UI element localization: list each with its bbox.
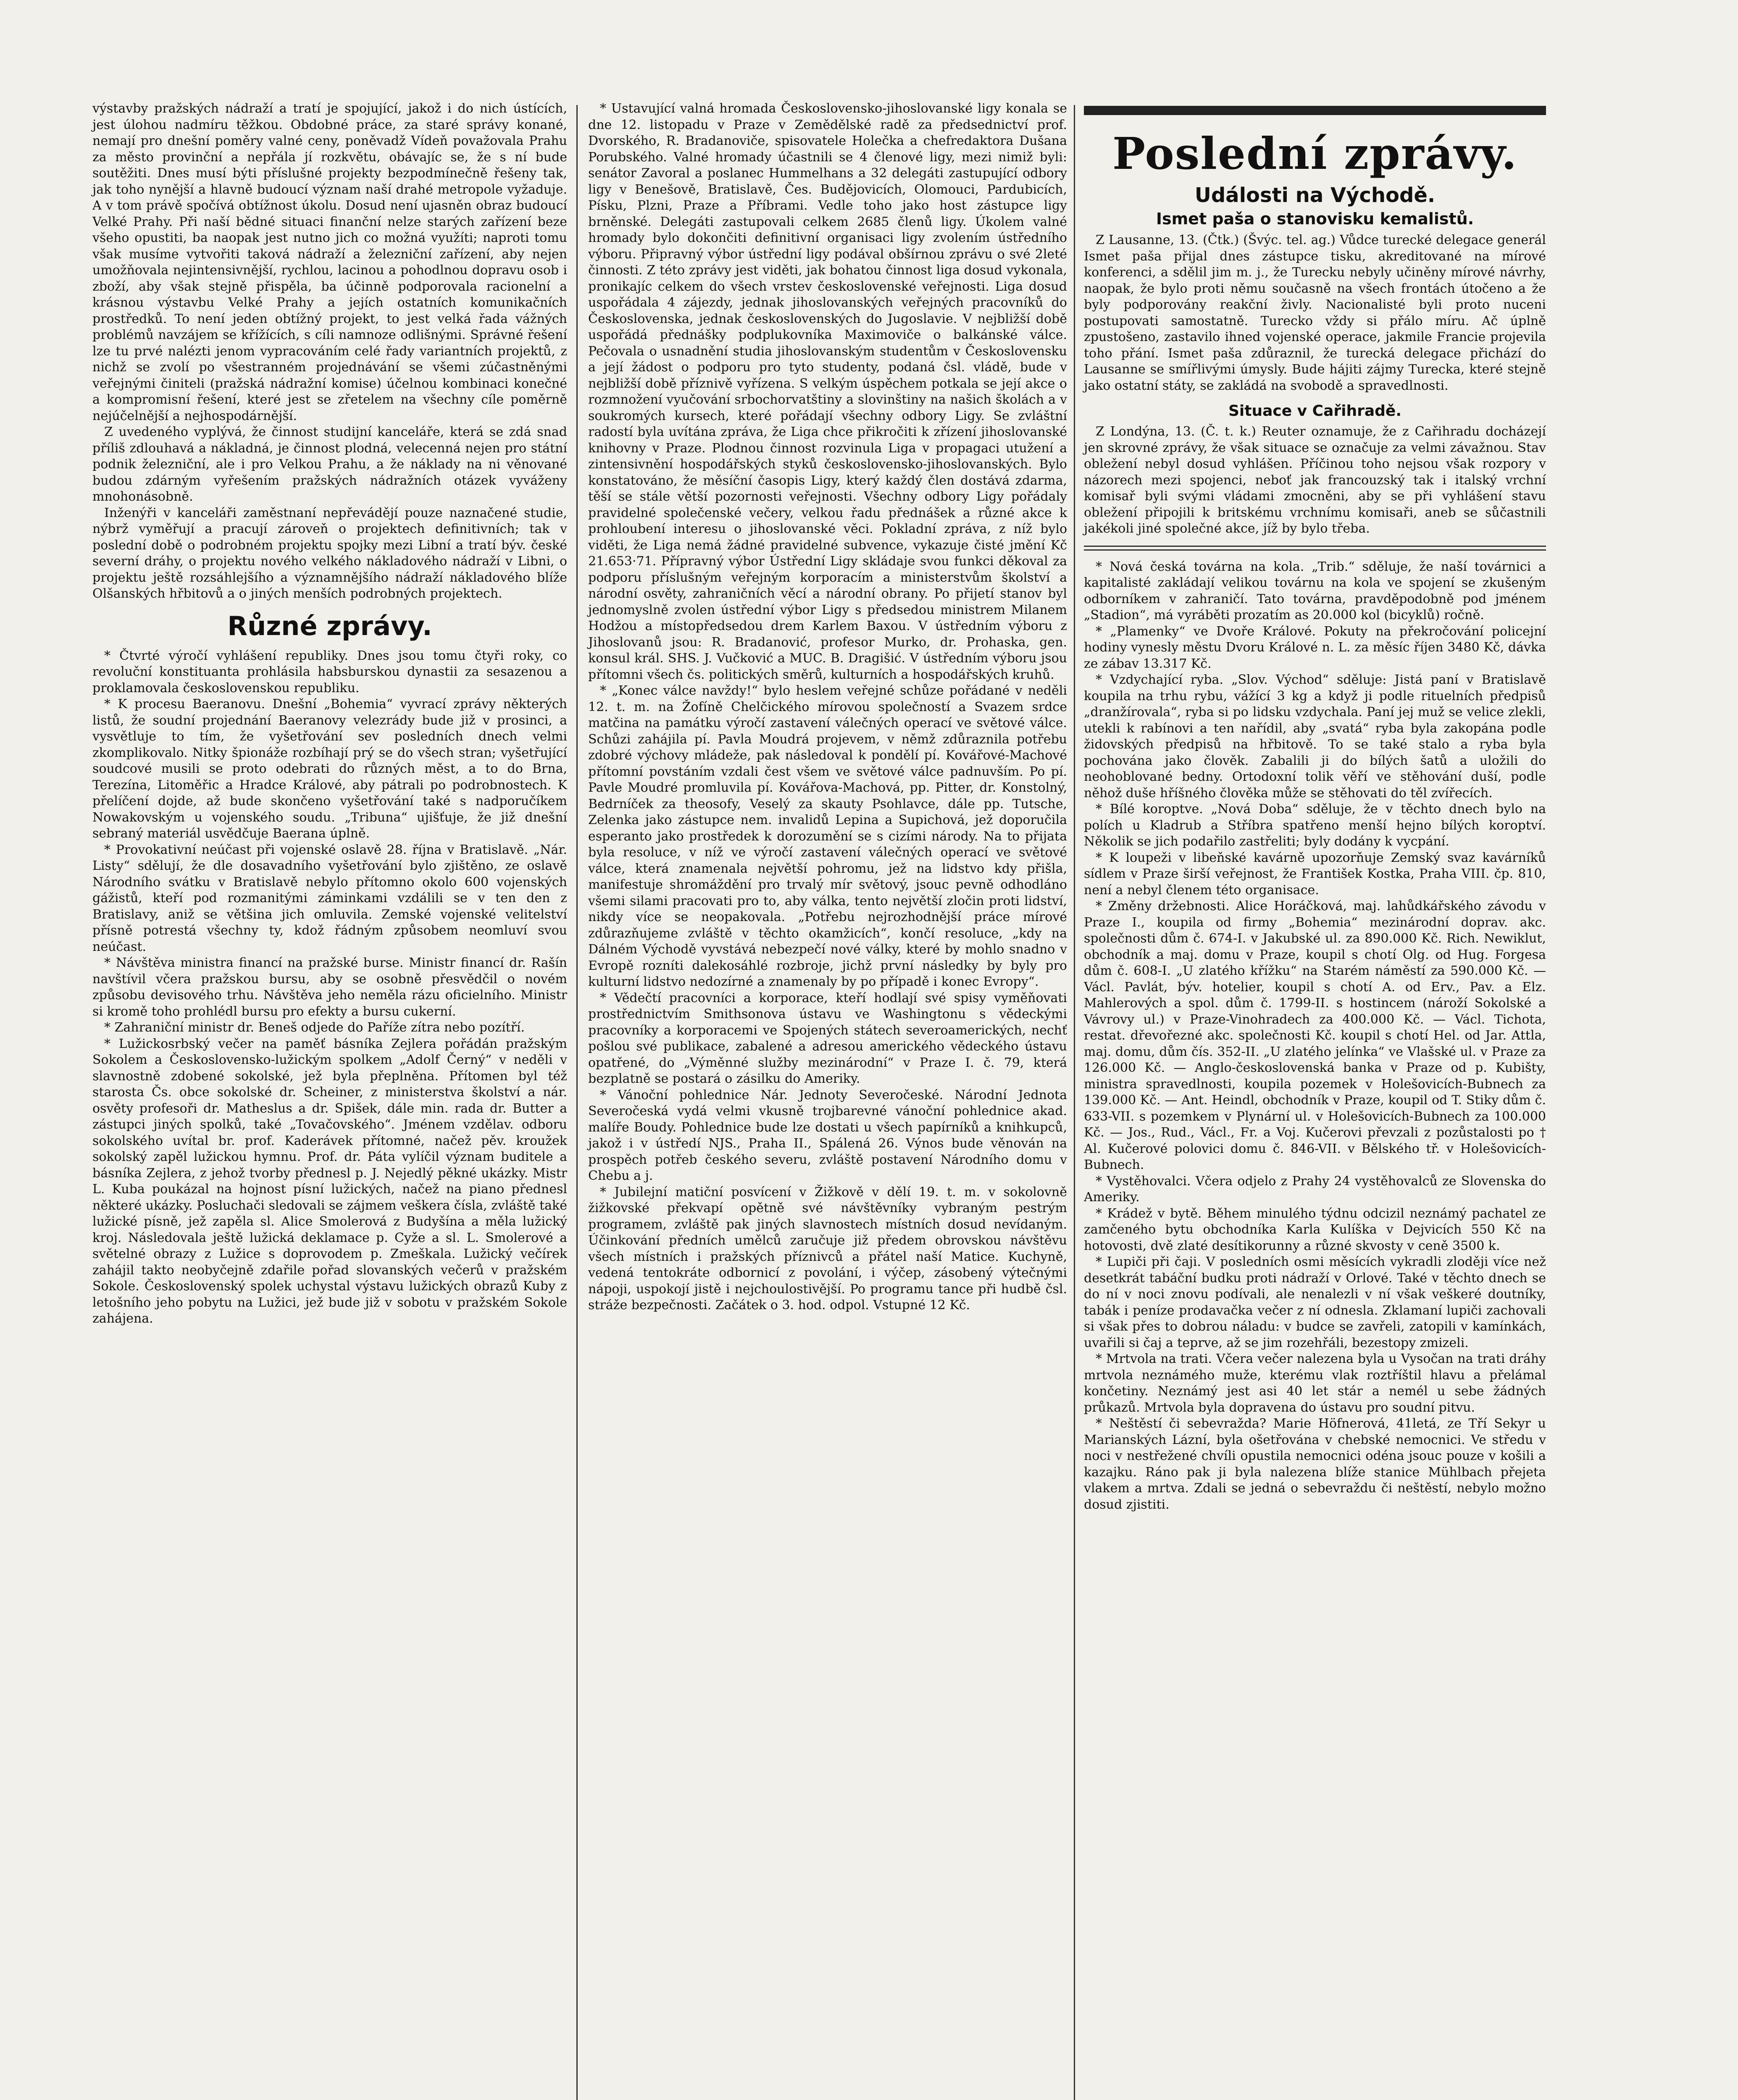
news-item: * Lužickosrbský večer na paměť básníka Zejlera pořádán pražským Sokolem a Československo-lužickým spolkem „Adolf Černý“ v neděli v slavnostně zdobené sokolské, jež byla přeplněna. Přítomen byl též starosta Čs. obce sokolské dr. Scheiner, z ministerstva školství a nár. osvěty profesoři dr. Matheslus a dr. Spišek, dále min. rada dr. Butter a zástupci jiných spolků, také „Tovačovského“. Jménem vzdělav. odboru sokolského uvítal br. prof. Kaderávek přítomné, načež pěv. kroužek sokolský zapěl lužickou hymnu. Prof. dr. Páta vylíčil význam buditele a básníka Zejlera, z jehož tvorby přednesl p. J. Nejedlý pěkné ukázky. Mistr L. Kuba poukázal na hojnost písní lužických, načež na piano přednesl některé ukázky. Posluchači sledovali se zájmem veškera čísla, zvláště také lužické písně, jež zapěla sl. Alice Smolerová z Budyšína a měla lužický kroj. Následovala ještě lužická deklamace p. Cyže a sl. L. Smolerové a světelné obrazy z Lužice s doprovodem p. Zmeškala. Lužický večírek zahájil takto neobyčejně zdařile pořad slovanských večerů v pražském Sokole. Československý spolek uchystal výstavu lužických obrazů Kuby z letošního jeho pobytu na Lužici, jež bude již v sobotu v pražském Sokole zahájena. [92, 1036, 567, 1326]
headline: Události na Východě. [1194, 184, 1436, 207]
news-item: * Bílé koroptve. „Nová Doba“ sděluje, že v těchto dnech bylo na polích u Kladrub a Stříbra spatřeno menší hejno bílých koroptví. Několik se jich podařilo zastřeliti; byly dodány k vycpání. [1084, 802, 1546, 849]
news-item: * Nová česká továrna na kola. „Trib.“ sděluje, že naší továrnici a kapitalisté zakládají velikou továrnu na kola ve spojení se zkušeným odborníkem v zahraničí. Tato továrna, pravděpodobně pod jménem „Stadion“, má vyráběti prozatím as 20.000 kol (bicyklů) ročně. [1084, 559, 1546, 622]
news-item: * Návštěva ministra financí na pražské burse. Ministr financí dr. Rašín navštívil včera pražskou bursu, aby se osobně přesvědčil o novém způsobu devisového trhu. Návštěva jeho neměla rázu oficielního. Ministr si kromě toho prohlédl bursu pro efekty a bursu cukerní. [92, 956, 567, 1019]
news-item: * Provokativní neúčast při vojenské oslavě 28. října v Bratislavě. „Nár. Listy“ sdělují, že dle dosavadního vyšetřování bylo zjištěno, ze oslavě Národního svátku v Bratislavě nebylo přítomno okolo 600 vojenských gážistů, kteří pod rozmanitými záminkami vzdálili se v ten den z Bratislavy, aniž se většina jich omluvila. Zemské vojenské velitelství přísně potrestá všechny ty, kdož řádným způsobem neomluví svou neúčast. [92, 842, 567, 954]
column-left [92, 101, 567, 1327]
news-item: * Jubilejní matiční posvícení v Žižkově v dělí 19. t. m. v sokolovně žižkovské překvapí opětně své návštěvníky vybraným pestrým programem, zvláště pak jiných slavnostech místních dosud nevídaným. Účinkování předních umělců zaručuje již předem obrovskou návštěvu všech místních i pražských příznivců a přátel naší Matice. Kuchyně, vedená tentokráte odbornicí z povolání, i výčep, zásobený výtečnými nápoji, uspokojí jistě i nejchoulostivější. Po programu tance při hudbě čsl. stráže bezpečnosti. Začátek o 3. hod. odpol. Vstupné 12 Kč. [588, 1184, 1067, 1312]
news-item: * K procesu Baeranovu. Dnešní „Bohemia“ vyvrací zprávy některých listů, že soudní projednání Baeranovy velezrády bude již v prosinci, a vysvětluje to tím, že vyšetřování sev posledních dnech velmi zkomplikovalo. Nitky špionáže rozbíhají prý se do všech stran; vyšetřující soudcové musili se proto odebrati do různých měst, a to do Brna, Terezína, Litoměřic a Hradce Králové, aby pátrali po podrobnostech. K přelíčení dojde, až bude skončeno vyšetřování také s nadporučíkem Nowakovským u vojenského soudu. „Tribuna“ ujišťuje, že již dnešní sebraný materiál usvědčuje Baerana úplně. [92, 697, 567, 841]
news-item: * Lupiči při čaji. V posledních osmi měsících vykradli zloději více než desetkrát tabáční budku proti nádraží v Orlové. Také v těchto dnech se do ní v noci znovu podívali, ale nenalezli v ní však veškeré doutníky, tabák i peníze prodavačka večer z ní odnesla. Zklamaní lupiči zachovali si však přes to dobrou náladu: v budce se zavřeli, zatopili v kamínkách, uvařili si čaj a teprve, až se jim rozehřáli, bezestopy zmizeli. [1084, 1255, 1546, 1350]
article-text: Inženýři v kanceláři zaměstnaní nepřevádějí pouze naznačené studie, nýbrž vyměřují a pracují zároveň o projektech definitivních; tak v poslední době o podrobném projektu spojky mezi Libní a tratí býv. české severní dráhy, o projektu nového velkého nákladového nádraží v Libni, o projektu ještě rozsáhlejšího a významnějšího nádraží nákladového blíže Olšanských hřbitovů a o jiných menších podrobných projektech. [92, 505, 567, 601]
news-item: * Krádež v bytě. Během minulého týdnu odcizil neznámý pachatel ze zamčeného bytu obchodníka Karla Kulíška v Dejvicích 550 Kč na hotovosti, dvě zlaté desítikorunny a různé skvosty v ceně 3500 k. [1084, 1206, 1546, 1253]
news-item: * K loupeži v libeňské kavárně upozorňuje Zemský svaz kavárníků sídlem v Praze širší veřejnost, že František Kostka, Praha VIII. čp. 810, není a nebyl členem této organisace. [1084, 850, 1546, 898]
column-right [1084, 101, 1546, 1513]
news-item: * Mrtvola na trati. Včera večer nalezena byla u Vysočan na trati dráhy mrtvola neznámého muže, kterému vlak roztříštil hlavu a přelámal končetiny. Neznámý jest asi 40 let stár a nemél u sebe žádných průkazů. Mrtvola byla dopravena do ústavu pro soudní pitvu. [1084, 1352, 1546, 1415]
news-item: * Změny držebnosti. Alice Horáčková, maj. lahůdkářského závodu v Praze I., koupila od firmy „Bohemia“ mezinárodní doprav. akc. společnosti dům č. 674-I. v Jakubské ul. za 890.000 Kč. Rich. Newiklut, obchodník a maj. domu v Praze, koupil s chotí Olg. od Hug. Forgesa dům č. 608-I. „U zlatého křížku“ na Starém náměstí za 590.000 Kč. — Václ. Pavlát, býv. hotelier, koupil s chotí A. od Erv., Pav. a Elz. Mahlerových a spol. dům č. 1799-II. s hostincem (nároží Sokolské a Vávrovy ul.) v Praze-Vinohradech za 400.000 Kč. — Václ. Tichota, restat. dřevořezné akc. společnosti Kč. koupil s chotí Hel. od Jar. Attla, maj. domu, dům čís. 352-II. „U zlatého jelínka“ ve Vlašské ul. v Praze za 126.000 Kč. — Anglo-československá banka v Praze od p. Kubišty, ministra spravedlnosti, koupila pozemek v Holešovicích-Bubnech za 139.000 Kč. — Ant. Heindl, obchodník v Praze, koupil od T. Stiky dům č. 633-VII. s pozemkem v Plynární ul. v Holešovicích-Bubnech za 100.000 Kč. — Jos., Rud., Václ., Fr. a Voj. Kučerovi převzali z pozůstalosti po † Al. Kučerové polovici domu č. 846-VII. v Bělského tř. v Holešovicích-Bubnech. [1084, 899, 1546, 1172]
news-item: * „Plamenky“ ve Dvoře Králové. Pokuty na překročování policejní hodiny vynesly městu Dvoru Králové n. L. za měsíc říjen 3480 Kč, dávka ze zábav 13.317 Kč. [1084, 624, 1546, 671]
news-item: * Vědečtí pracovníci a korporace, kteří hodlají své spisy vyměňovati prostřednictvím Smithsonova ústavu ve Washingtonu s vědeckými pracovníky a korporacemi ve Spojených státech severoamerických, nechť pošlou své publikace, zabalené a adresou amerického vědeckého ústavu opatřené, do „Výměnné služby mezinárodní“ v Praze I. č. 79, která bezplatně se postará o zásilku do Ameriky. [588, 990, 1067, 1086]
article-text: Z uvedeného vyplývá, že činnost studijní kanceláře, která se zdá snad příliš zdlouhavá a nákladná, je činnost plodná, velecenná nejen pro státní podnik železniční, ale i pro Velkou Prahu, a že náklady na ni věnované budou zdárným vyřešením pražských nádražních otázek vyváženy mnohonásobně. [92, 425, 567, 504]
subheadline: Situace v Cařihradě. [1228, 402, 1402, 420]
section-bar [1084, 106, 1546, 115]
news-item: * „Konec válce navždy!“ bylo heslem veřejné schůze pořádané v neděli 12. t. m. na Žofíně Chelčického mírovou společností a Svazem srdce matčina na památku výročí zastavení válečných operací ve světové válce. Schůzi zahájila pí. Pavla Moudrá projevem, v němž zdůraznila potřebu zdobré výchovy mládeže, pak následoval k pondělí pí. Kovářové-Machové přítomní povstáním vzdali čest všem ve světové válce padnuvším. Po pí. Pavle Moudré promluvila pí. Kovářova-Machová, pp. Pitter, dr. Konstolný, Bedrníček za theosofy, Veselý za skauty Psohlavce, dále pp. Tutsche, Zelenka jako zástupce nem. invalidů Lepina a Supichová, jež doporučila esperanto jako prostředek k dorozumění se s cizími národy. Na to přijata byla resoluce, v níž ve výročí zastavení válečných operací ve světové válce, která znamenala největší pohromu, jež na lidstvo kdy přišla, manifestuje shromáždění pro trvalý mír světový, jsouc pevně odhodláno všemi silami pracovati pro to, aby válka, tento největší zločin proti lidství, nikdy více se neopakovala. „Potřebu nejrozhodnější práce mírové zdůrazňujeme zvláště v těchto okamžicích“, končí resoluce, „kdy na Dálném Východě vyvstává nebezpečí nové války, které by mohlo snadno v Evropě rozníti dalekosáhlé rozbroje, jichž první následky by byly pro kulturní lidstvo nedozírné a znamenaly by po případě i konec Evropy“. [588, 683, 1067, 989]
news-item: * Neštěstí či sebevražda? Marie Höfnerová, 41letá, ze Tří Sekyr u Marianských Lázní, byla ošetřována v chebské nemocnici. Ve středu v noci v nestřežené chvíli opustila nemocnici odéna jsouc pouze v košili a kazajku. Ráno pak ji byla nalezena blíže stanice Mühlbach přejeta vlakem a mrtva. Zdali se jedná o sebevraždu či neštěstí, nebylo možno dosud zjistiti. [1084, 1416, 1546, 1512]
column-rule [1074, 105, 1075, 2100]
column-middle [588, 101, 1067, 1314]
news-item: * Vánoční pohlednice Nár. Jednoty Severočeské. Národní Jednota Severočeská vydá velmi vkusně trojbarevné vánoční pohlednice akad. malíře Boudy. Pohlednice bude lze dostati u všech papírníků a knihkupců, jakož i v ústředí NJS., Praha II., Spálená 26. Výnos bude věnován na prospěch potřeb českého severu, zvláště postavení Národního domu v Chebu a j. [588, 1087, 1067, 1183]
ornament-divider [1084, 546, 1546, 551]
subheadline: Ismet paša o stanovisku kemalistů. [1156, 210, 1474, 228]
news-item: * Ustavující valná hromada Československo-jihoslovanské ligy konala se dne 12. listopadu v Praze v Zemědělské radě za předsednictví prof. Dvorského, R. Bradanoviče, spisovatele Holečka a chefredaktora Dušana Porubského. Valné hromady účastnili se 4 členové ligy, mezi nimiž byli: senátor Zavoral a poslanec Hummelhans a 32 delegáti zastupující odbory ligy v Benešově, Bratislavě, Čes. Budějovicích, Olomouci, Pardubicích, Písku, Plzni, Praze a Příbrami. Vedle toho jako host zástupce ligy brněnské. Delegáti zastupovali celkem 2685 členů ligy. Úkolem valné hromady bylo dokončiti definitivní organisaci ligy zvolením ústředního výboru. Připravný výbor ústřední ligy podával obšírnou zprávu o své 2leté činnosti. Z této zprávy jest viděti, jak bohatou činnost liga dosud vykonala, pronikajíc celkem do všech vrstev československé veřejnosti. Liga dosud uspořádala 4 zájezdy, jednak jihoslovanských veřejných pracovníků do Československa, jednak československých do Jugoslavie. V nejbližší době uspořádá přednášky podplukovníka Maximoviče o balkánské válce. Pečovala o usnadnění studia jihoslovanským studentům v Československu a její žádost o podporu pro tyto studenty, podaná čsl. vládě, bude v nejbližší době příznivě vyřízena. S velkým úspěchem potkala se její akce o rozmnožení vyučování srbochorvatštiny a slovinštiny na našich školách a v soukromých kursech, které pořádají všechny odbory Ligy. Se zvláštní radostí byla uvítána zpráva, že Liga chce přikročiti k zřízení jihoslovanské knihovny v Praze. Plodnou činnost rozvinula Liga v propagaci utužení a zintensivnění hospodářských styků československo-jihoslovanských. Bylo konstatováno, že měsíční časopis Ligy, který každý člen dostává zdarma, těší se stále větší pozornosti veřejnosti. Všechny odbory Ligy pořádaly pravidelné společenské večery, velkou řadu přednášek a různé akce k prohloubení interesu o jihoslovanské věci. Pokladní zpráva, z níž bylo viděti, že Liga nemá žádné pravidelné subvence, vykazuje čisté jmění Kč 21.653·71. Přípravný výbor Ústřední Ligy skládaje svou funkci děkoval za podporu příslušným veřejným korporacím a ministerstvům školství a národní osvěty, zahraničních věcí a národní obrany. Po přijetí stanov byl jednomyslně zvolen ústřední výbor Ligy s předsedou ministrem Milanem Hodžou a místopředsedou drem Karlem Baxou. V ústředním výboru z Jihoslovanů jsou: R. Bradanović, profesor Murko, dr. Prohaska, gen. konsul král. SHS. J. Vučković a MUC. B. Dragišić. V ústředním výboru jsou přítomni všech čs. politických směrů, kulturních a hospodářských kruhů. [588, 101, 1067, 682]
news-item: * Čtvrté výročí vyhlášení republiky. Dnes jsou tomu čtyři roky, co revoluční konstituanta prohlásila habsburskou dynastii za sesazenou a proklamovala československou republiku. [92, 648, 567, 696]
section-heading: Různé zprávy. [227, 610, 432, 641]
article-text: výstavby pražských nádraží a tratí je spojující, jakož i do nich ústících, jest úlohou nadmíru těžkou. Obdobné práce, za staré správy konané, nemají pro dnešní poměry valné ceny, poněvadž Vídeň považovala Prahu za město provinční a nepřála jí rozkvětu, obávajíc se, že s ní bude soutěžiti. Dnes musí býti příslušné projekty bezpodmínečně řešeny tak, jak toho nynější a hlavně budoucí význam naší drahé metropole vyžaduje. A v tom právě spočívá obtížnost úkolu. Dosud není ujasněn obraz budoucí Velké Prahy. Při naší bědné situaci finanční nelze starých zařízení beze všeho opustiti, ba naopak jest nutno jich co možná využíti; naproti tomu však musíme vytvořiti taková nádraží a železniční zařízení, aby nejen umožňovala nejintensivnější, rychlou, lacinou a pohodlnou dopravu osob i zboží, aby však stejně přispěla, ba účinně podporovala racionelní a krásnou výstavbu Velké Prahy a jejích ostatních komunikačních prostředků. To není jeden obtížný projekt, to jest velká řada vážných problémů navzájem se křížících, s cíli namnoze odlišnými. Správné řešení lze tu prvé nalézti jenom vypracováním celé řady variantních projektů, z nichž se zvolí po všestranném projednávání se všemi zúčastněnými veřejnými činiteli (pražská nádražní komise) účelnou kombinaci konečné a kompromisní řešení, které jest se zřetelem na všechny cíle poměrně nejúčelnější a nejhospodárnější. [92, 101, 567, 423]
latest-news-banner: Poslední zprávy. [1112, 128, 1518, 179]
news-item: * Zahraniční ministr dr. Beneš odjede do Paříže zítra nebo pozítří. [104, 1020, 525, 1035]
news-item: Z Londýna, 13. (Č. t. k.) Reuter oznamuje, že z Cařihradu docházejí jen skrovné zprávy, že však situace se označuje za velmi závažnou. Stav obležení nebyl dosud vyhlášen. Příčinou toho nejsou však rozpory v názorech mezi spojenci, neboť jak francouzský tak i italský vrchní komisař byli svými vládami zmocněni, aby se při vyhlášení stavu obležení připojili k britskému vrchnímu komisaři, aneb se sůčastnili jakékoli jiné společné akce, jíž by bylo třeba. [1084, 424, 1546, 536]
column-rule [576, 105, 578, 2100]
news-item: * Vzdychající ryba. „Slov. Východ“ sděluje: Jistá paní v Bratislavě koupila na trhu rybu, vážící 3 kg a když ji podle rituelních předpisů „dranžírovala“, ryba si po lidsku vzdychala. Paní jej muž se velice zlekli, utekli k rabínovi a ten nařídil, aby „svatá“ ryba byla zakopána podle židovských předpisů na hřbitově. To se také stalo a ryba byla pochována jako člověk. Zabalili ji do bílých šatů a uložili do neohoblované bedny. Ortodoxní tolik věří ve stěhování duší, podle něhož duše hříšného člověka může se stěhovati do těl zvířecích. [1084, 672, 1546, 801]
news-item: * Vystěhovalci. Včera odjelo z Prahy 24 vystěhovalců ze Slovenska do Ameriky. [1084, 1173, 1546, 1205]
news-item: Z Lausanne, 13. (Čtk.) (Švýc. tel. ag.) Vůdce turecké delegace generál Ismet paša přijal dnes zástupce tisku, akreditované na mírové konferenci, a sdělil jim m. j., že Turecku nebyly učiněny mírové návrhy, naopak, že bylo proti němu současně na všech frontách útočeno a že byly podporovány reakční živly. Nacionalisté byli proto nuceni postupovati samostatně. Turecko vždy si přálo míru. Ač úplně zpustošeno, zastavilo ihned vojenské operace, jakmile Francie projevila toho přání. Ismet paša zdůraznil, že turecká delegace přichází do Lausanne se smířlivými úmysly. Bude hájiti zájmy Turecka, které stejně jako ostatní státy, se zakládá na svobodě a spravedlnosti. [1084, 233, 1546, 393]
